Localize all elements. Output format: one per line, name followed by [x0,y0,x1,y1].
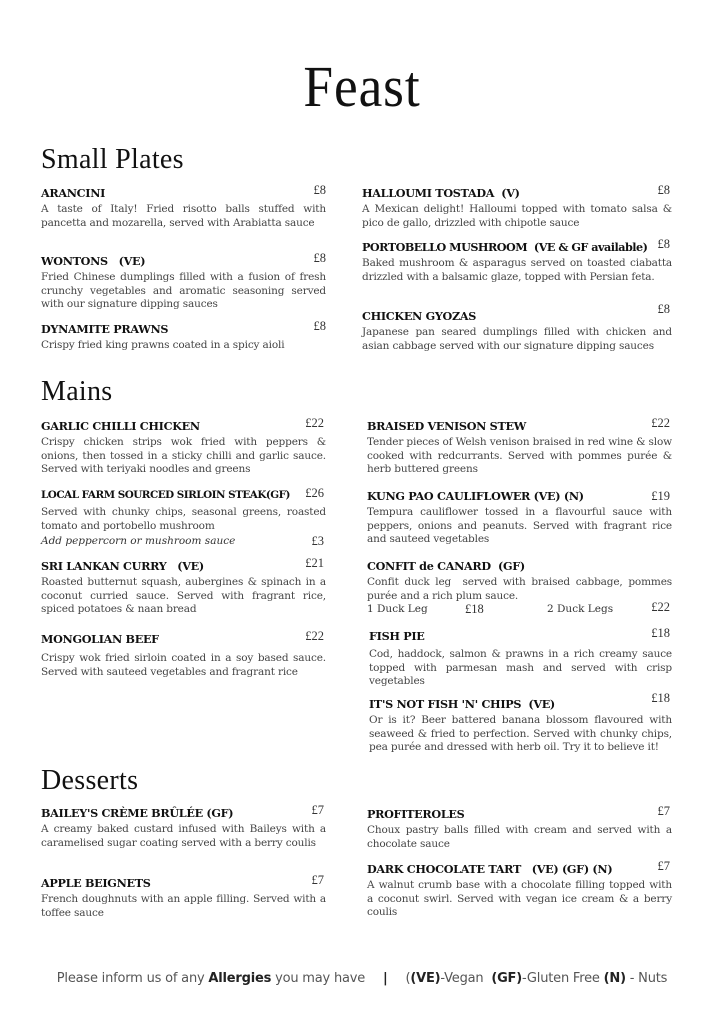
menu-item-kung-pao-cauliflower [367,489,672,547]
item-name: KUNG PAO CAULIFLOWER (VE) (N) [367,489,584,503]
item-name: APPLE BEIGNETS [41,876,151,890]
item-price: £22 [305,416,324,430]
item-name: HALLOUMI TOSTADA (V) [362,186,520,200]
item-name: CONFIT de CANARD (GF) [367,559,525,573]
item-description: Tender pieces of Welsh venison braised in red wine & slow cooked with redcurrants. Served with pommes purée & herb buttered greens [367,436,672,475]
menu-item-confit-de-canard [367,559,679,617]
item-description: Confit duck leg served with braised cabbage, pommes purée and a rich plum sauce. [367,576,679,602]
item-price: £21 [305,556,324,570]
item-name: DARK CHOCOLATE TART (VE) (GF) (N) [367,862,613,876]
item-name: PORTOBELLO MUSHROOM (VE & GF available) [362,240,648,254]
duck-leg-options [367,600,672,617]
item-description: Served with chunky chips, seasonal greens, roasted tomato and portobello mushroom [41,506,326,532]
allergy-note-bold: Allergies [208,971,272,986]
legend-vegan-code: (VE) [410,971,441,986]
option-1-price: £18 [465,602,484,616]
option-1-label: 1 Duck Leg [367,603,428,615]
option-2-label: 2 Duck Legs [547,603,614,615]
item-description: Baked mushroom & asparagus served on toasted ciabatta drizzled with a balsamic glaze, topped with Persian feta. [362,257,672,283]
option-2-price: £22 [651,600,670,614]
menu-item-braised-venison-stew [367,416,672,477]
addon-price: £3 [311,534,324,548]
menu-item-sirloin-steak [41,486,326,550]
item-description: A Mexican delight! Halloumi topped with tomato salsa & pico de gallo, drizzled with chipotle sauce [362,203,672,229]
menu-item-garlic-chilli-chicken [41,416,326,477]
menu-item-portobello-mushroom [362,237,672,284]
menu-item-wontons [41,251,326,312]
menu-item-not-fish-n-chips [369,691,672,755]
item-description: A creamy baked custard infused with Baileys with a caramelised sugar coating served with a berry coulis [41,823,326,849]
item-description: Or is it? Beer battered banana blossom flavoured with seaweed & fried to perfection. Served with chunky chips, pea purée and dressed with herb oil. Try it to believe it! [369,714,672,753]
menu-item-sri-lankan-curry [41,556,326,617]
item-name: SRI LANKAN CURRY (VE) [41,559,204,573]
item-description: Choux pastry balls filled with cream and served with a chocolate sauce [367,824,672,850]
menu-item-apple-beignets [41,873,326,920]
item-price: £7 [311,803,324,817]
item-price: £7 [657,804,670,818]
item-price: £8 [657,183,670,197]
legend-vegan-label: -Vegan [440,971,492,986]
item-description: Fried Chinese dumplings filled with a fusion of fresh crunchy vegetables and aromatic seasoning served with our signature dipping sauces [41,271,326,310]
item-name: PROFITEROLES [367,807,465,821]
item-description: Japanese pan seared dumplings filled with chicken and asian cabbage served with our signature dipping sauces [362,326,672,352]
item-name: ARANCINI [41,186,106,200]
item-price: £8 [657,237,670,251]
section-title-small-plates: Small Plates [41,144,184,175]
item-name: CHICKEN GYOZAS [362,309,476,323]
item-name: WONTONS (VE) [41,254,146,268]
item-price: £8 [313,251,326,265]
item-name: DYNAMITE PRAWNS [41,322,169,336]
item-name: IT'S NOT FISH 'N' CHIPS (VE) [369,697,555,711]
allergy-note-prefix: Please inform us of any [56,971,209,986]
menu-item-profiteroles [367,804,672,851]
item-description: A taste of Italy! Fried risotto balls stuffed with pancetta and mozarella, served with Arabiatta sauce [41,203,326,229]
item-price: £7 [657,859,670,873]
item-price: £7 [311,873,324,887]
item-description: Crispy wok fried sirloin coated in a soy based sauce. Served with sauteed vegetables and fragrant rice [41,652,326,678]
menu-item-halloumi-tostada [362,183,672,230]
menu-item-fish-pie [369,626,672,689]
item-name: LOCAL FARM SOURCED SIRLOIN STEAK(GF) [41,489,290,501]
item-price: £8 [657,302,670,316]
item-price: £19 [651,489,670,503]
item-description: French doughnuts with an apple filling. Served with a toffee sauce [41,893,326,919]
legend-open-paren: ( [405,971,411,986]
item-price: £18 [651,691,670,705]
footer-separator: | [382,971,388,986]
item-description: Crispy fried king prawns coated in a spicy aioli [41,339,285,351]
menu-item-chicken-gyozas [362,302,672,353]
item-description: Roasted butternut squash, aubergines & spinach in a coconut curried sauce. Served with fragrant rice, spiced potatoes & naan bread [41,576,326,615]
allergy-footer [0,971,724,986]
legend-gluten-free-label: -Gluten Free [521,971,604,986]
item-description: A walnut crumb base with a chocolate filling topped with a coconut swirl. Served with vegan ice cream & a berry coulis [367,879,672,918]
item-name: MONGOLIAN BEEF [41,632,159,646]
restaurant-logo: Feast [303,54,421,119]
menu-item-dark-chocolate-tart [367,859,672,920]
item-description: Cod, haddock, salmon & prawns in a rich creamy sauce topped with parmesan mash and served with crisp vegetables [369,648,672,687]
allergy-note-suffix: you may have [271,971,366,986]
menu-item-dynamite-prawns [41,319,326,353]
item-name: GARLIC CHILLI CHICKEN [41,419,200,433]
menu-item-mongolian-beef [41,629,326,679]
item-description: Tempura cauliflower tossed in a flavourful sauce with peppers, onions and peanuts. Served with fragrant rice and sauteed vegetables [367,506,672,545]
item-name: BAILEY'S CRÈME BRÛLÉE (GF) [41,806,234,820]
legend-gluten-free-code: (GF) [491,971,522,986]
item-price: £8 [313,183,326,197]
item-name: FISH PIE [369,629,425,643]
steak-sauce-addon [41,535,326,550]
section-title-desserts: Desserts [41,765,139,796]
section-title-mains: Mains [41,376,113,407]
legend-nuts-label: - Nuts [625,971,668,986]
legend-nuts-code: (N) [603,971,626,986]
item-price: £22 [305,629,324,643]
item-name: BRAISED VENISON STEW [367,419,526,433]
item-price: £8 [313,319,326,333]
item-price: £18 [651,626,670,640]
item-price: £26 [305,486,324,500]
item-description: Crispy chicken strips wok fried with peppers & onions, then tossed in a sticky chilli and garlic sauce. Served with teriyaki noodles and greens [41,436,326,475]
addon-label: Add peppercorn or mushroom sauce [41,535,236,547]
menu-item-arancini [41,183,326,230]
item-price: £22 [651,416,670,430]
menu-item-creme-brulee [41,803,326,850]
